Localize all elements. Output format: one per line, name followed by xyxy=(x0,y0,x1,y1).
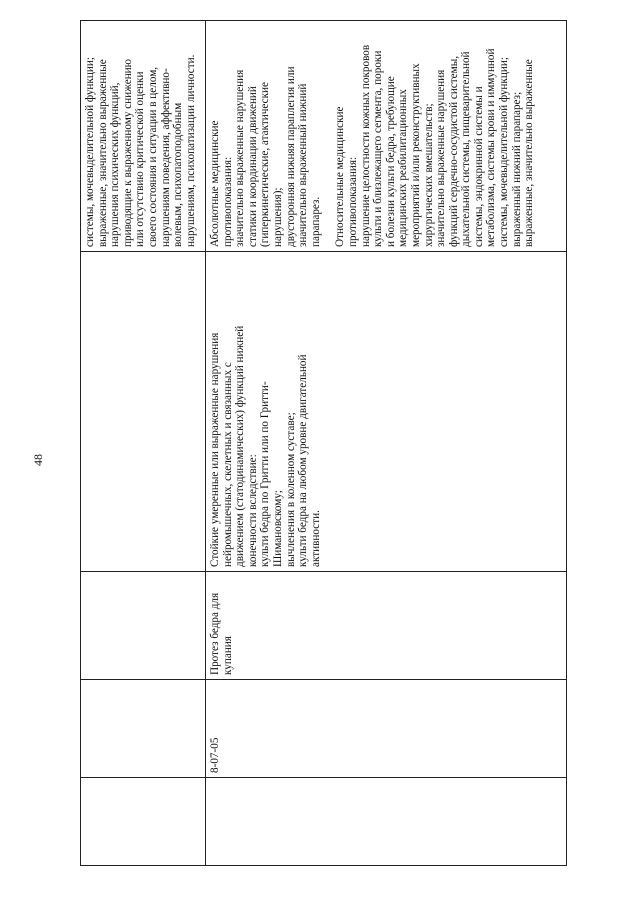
text-line: нарушения психических функций, xyxy=(109,82,122,247)
item-code-cell xyxy=(206,680,567,778)
cell-empty xyxy=(81,252,206,572)
text-line: Шимановскому; xyxy=(271,490,284,567)
table-row-8-07-05 xyxy=(206,21,567,866)
text-line: культи и близлежащего сегмента, пороки xyxy=(372,50,385,247)
text-line: системы, мочевыделительной функции; xyxy=(84,57,96,247)
cell-empty xyxy=(81,778,206,866)
table-row-continued xyxy=(81,21,206,866)
item-name: Протез бедра для купания xyxy=(209,592,234,675)
page-number: 48 xyxy=(31,454,45,466)
item-code: 8-07-05 xyxy=(209,737,221,773)
text-line: выраженный нижний парапарез; xyxy=(510,91,523,247)
text-line: системы, эндокринной системы и xyxy=(472,86,485,247)
text-line: культи бедра на любом уровне двигательной xyxy=(297,354,310,567)
text-line: мероприятий и/или реконструктивных xyxy=(409,63,422,247)
text-line: нарушения); xyxy=(271,187,284,247)
absolute-contraindications-text xyxy=(209,25,322,247)
contraindications-continued-cell xyxy=(81,21,206,252)
text-line: дыхательной системы, пищеварительной xyxy=(460,51,473,247)
indications-cell xyxy=(206,252,567,572)
contraindications-continued-text xyxy=(84,25,197,247)
text-line: волевым, психопатоподобным xyxy=(172,102,185,247)
text-line: вычленения в коленном суставе; xyxy=(284,412,297,567)
indications-text xyxy=(209,256,322,567)
text-line: функций сердечно-сосудистой системы, xyxy=(447,55,460,247)
text-line: двусторонняя нижняя параплегия или xyxy=(284,66,297,247)
text-line: Стойкие умеренные или выраженные нарушения xyxy=(209,332,221,567)
text-line: и болезни культи бедра, требующие xyxy=(384,76,397,247)
contraindications-cell xyxy=(206,21,567,252)
text-line: (гиперкинетические, атактические xyxy=(259,82,272,247)
text-line: противопоказания: xyxy=(221,156,234,247)
text-line: Относительные медицинские xyxy=(334,106,347,247)
text-line: или отсутствию критической оценки xyxy=(134,71,147,247)
text-line: приводящие к выраженному снижению xyxy=(121,58,134,247)
cell-empty xyxy=(81,680,206,778)
text-line: выраженные, значительно выраженные xyxy=(523,59,536,247)
rehab-equipment-table xyxy=(80,20,567,866)
text-line: выраженные, значительно выраженные xyxy=(96,59,109,247)
text-line: движением (статодинамических) функций нижней xyxy=(234,325,247,567)
text-line: нейромышечных, скелетных и связанных с xyxy=(221,362,234,567)
text-line: парапарез. xyxy=(309,196,322,247)
text-line: своего состояния и ситуации в целом, xyxy=(146,66,159,247)
text-line: культи бедра по Гритти или по Гритти- xyxy=(259,381,272,567)
text-line: значительно выраженные нарушения xyxy=(435,69,448,247)
relative-contraindications-text xyxy=(334,25,536,247)
text-line: Абсолютные медицинские xyxy=(209,120,221,247)
text-line: нарушение целостности кожных покровов xyxy=(359,44,372,247)
text-line: медицинских реабилитационных xyxy=(397,89,410,247)
cell-empty xyxy=(81,572,206,680)
text-line: противопоказания: xyxy=(346,156,359,247)
text-line: хирургических вмешательств; xyxy=(422,103,435,247)
text-line: конечности вследствие: xyxy=(246,454,259,567)
text-line: нарушениям, психопатизации личности. xyxy=(184,54,197,247)
text-line: значительно выраженные нарушения xyxy=(234,69,247,247)
text-line: нарушениям поведения, аффективно- xyxy=(159,68,172,247)
text-line: активности. xyxy=(309,510,322,567)
text-line: значительно выраженный нижний xyxy=(297,83,310,247)
text-line: статики и координации движений xyxy=(246,86,259,247)
cell-empty xyxy=(206,778,567,866)
text-line: метаболизма, системы крови и иммунной xyxy=(485,48,498,247)
item-name-cell xyxy=(206,572,567,680)
text-line: системы, мочевыделительной функции; xyxy=(498,57,511,247)
